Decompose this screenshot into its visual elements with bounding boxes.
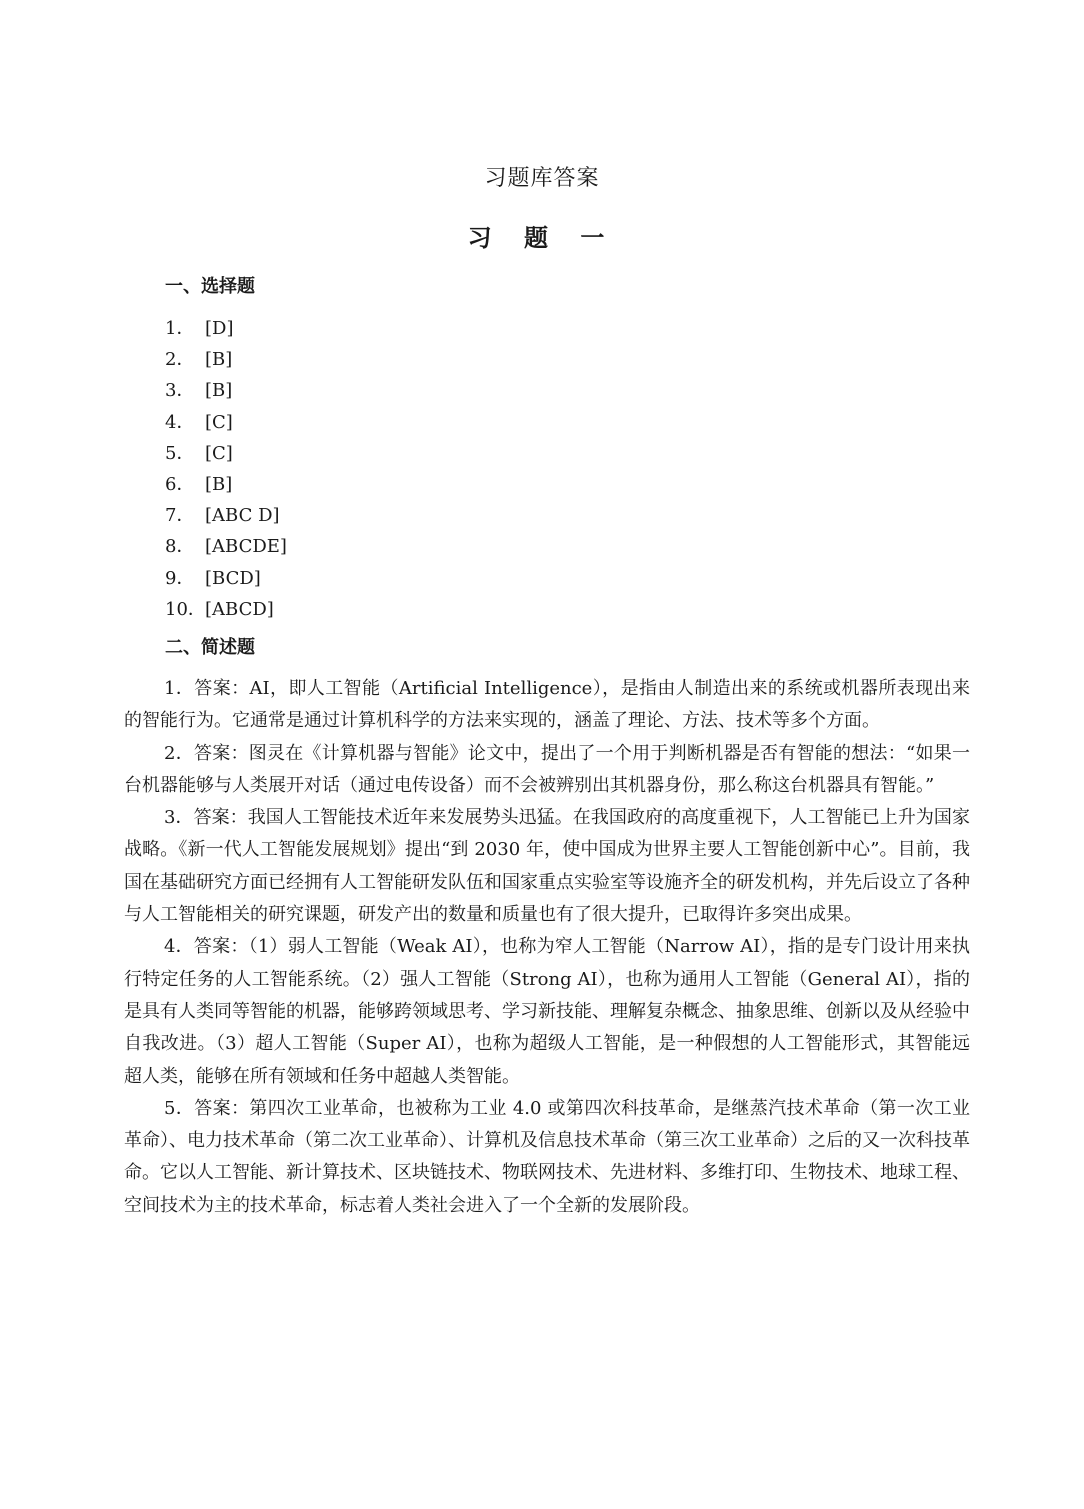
choice-answer: [D] [205, 318, 234, 339]
section-heading-short: 二、简述题 [165, 637, 255, 658]
choice-answer: [B] [205, 473, 233, 495]
short-answer-5: 5．答案：第四次工业革命，也被称为工业 4.0 或第四次科技革命，是继蒸汽技术革命（第一次工业革命）、电力技术革命（第二次工业革命）、计算机及信息技术革命（第三次工业革命）之后的又一次科技革命。它以人工智能、新计算技术、区块链技术、物联网技术、先进材料、多维打印、生物技术、地球工程、空间技术为主的技术革命，标志着人类社会进入了一个全新的发展阶段。 [124, 1097, 970, 1216]
short-answer-1: 1．答案：AI，即人工智能（Artificial Intelligence），是指由人制造出来的系统或机器所表现出来的智能行为。它通常是通过计算机科学的方法来实现的，涵盖了理论、方法、技术等多个方面。 [124, 678, 970, 732]
exercise-title: 习 题 一 [467, 224, 617, 252]
short-answer-4: 4．答案：（1）弱人工智能（Weak AI），也称为窄人工智能（Narrow AI），指的是专门设计用来执行特定任务的人工智能系统。（2）强人工智能（Strong AI），也称为通用人工智能（General AI），指的是具有人类同等智能的机器，能够跨领域思考、学习新技能、理解复杂概念、抽象思维、创新以及从经验中自我改进。（3）超人工智能（Super AI），也称为超级人工智能，是一种假想的人工智能形式，其智能远超人类，能够在所有领域和任务中超越人类智能。 [124, 936, 970, 1087]
short-answer-2: 2．答案：图灵在《计算机器与智能》论文中，提出了一个用于判断机器是否有智能的想法：“如果一台机器能够与人类展开对话（通过电传设备）而不会被辨别出其机器身份，那么称这台机器具有智能。” [124, 742, 970, 796]
choice-number: 9． [165, 567, 195, 589]
choice-item [165, 344, 287, 375]
choice-answer-list [165, 313, 287, 625]
choice-answer: [C] [205, 411, 233, 433]
short-answer-3: 3．答案：我国人工智能技术近年来发展势头迅猛。在我国政府的高度重视下，人工智能已上升为国家战略。《新一代人工智能发展规划》提出“到 2030 年，使中国成为世界主要人工智能创新中心”。目前，我国在基础研究方面已经拥有人工智能研发队伍和国家重点实验室等设施齐全的研发机构，并先后设立了各种与人工智能相关的研究课题，研发产出的数量和质量也有了很大提升，已取得许多突出成果。 [124, 807, 970, 926]
choice-answer: [B] [205, 380, 233, 402]
choice-answer: [B] [205, 349, 233, 371]
choice-item [165, 531, 287, 562]
choice-item [165, 407, 287, 438]
choice-number: 3． [165, 380, 195, 402]
choice-answer: [BCD] [205, 567, 261, 589]
choice-answer: [C] [205, 442, 233, 464]
choice-number: 4． [165, 411, 195, 433]
choice-item [165, 313, 287, 344]
section-heading-choice: 一、选择题 [165, 276, 255, 297]
choice-answer: [ABCD] [205, 598, 274, 620]
short-answer-list [124, 673, 970, 1222]
choice-number: 8． [165, 536, 195, 558]
choice-item [165, 375, 287, 406]
choice-answer: [ABCDE] [205, 536, 287, 558]
choice-number: 2． [165, 349, 195, 371]
choice-number: 10． [165, 598, 206, 620]
choice-number: 1． [165, 318, 195, 339]
choice-item [165, 563, 287, 594]
choice-item [165, 469, 287, 500]
choice-item [165, 594, 287, 625]
choice-item [165, 438, 287, 469]
choice-number: 6． [165, 473, 195, 495]
choice-number: 7． [165, 505, 195, 527]
choice-item [165, 500, 287, 531]
choice-answer: [ABC D] [205, 505, 280, 527]
document-title: 习题库答案 [484, 166, 600, 191]
choice-number: 5． [165, 442, 195, 464]
